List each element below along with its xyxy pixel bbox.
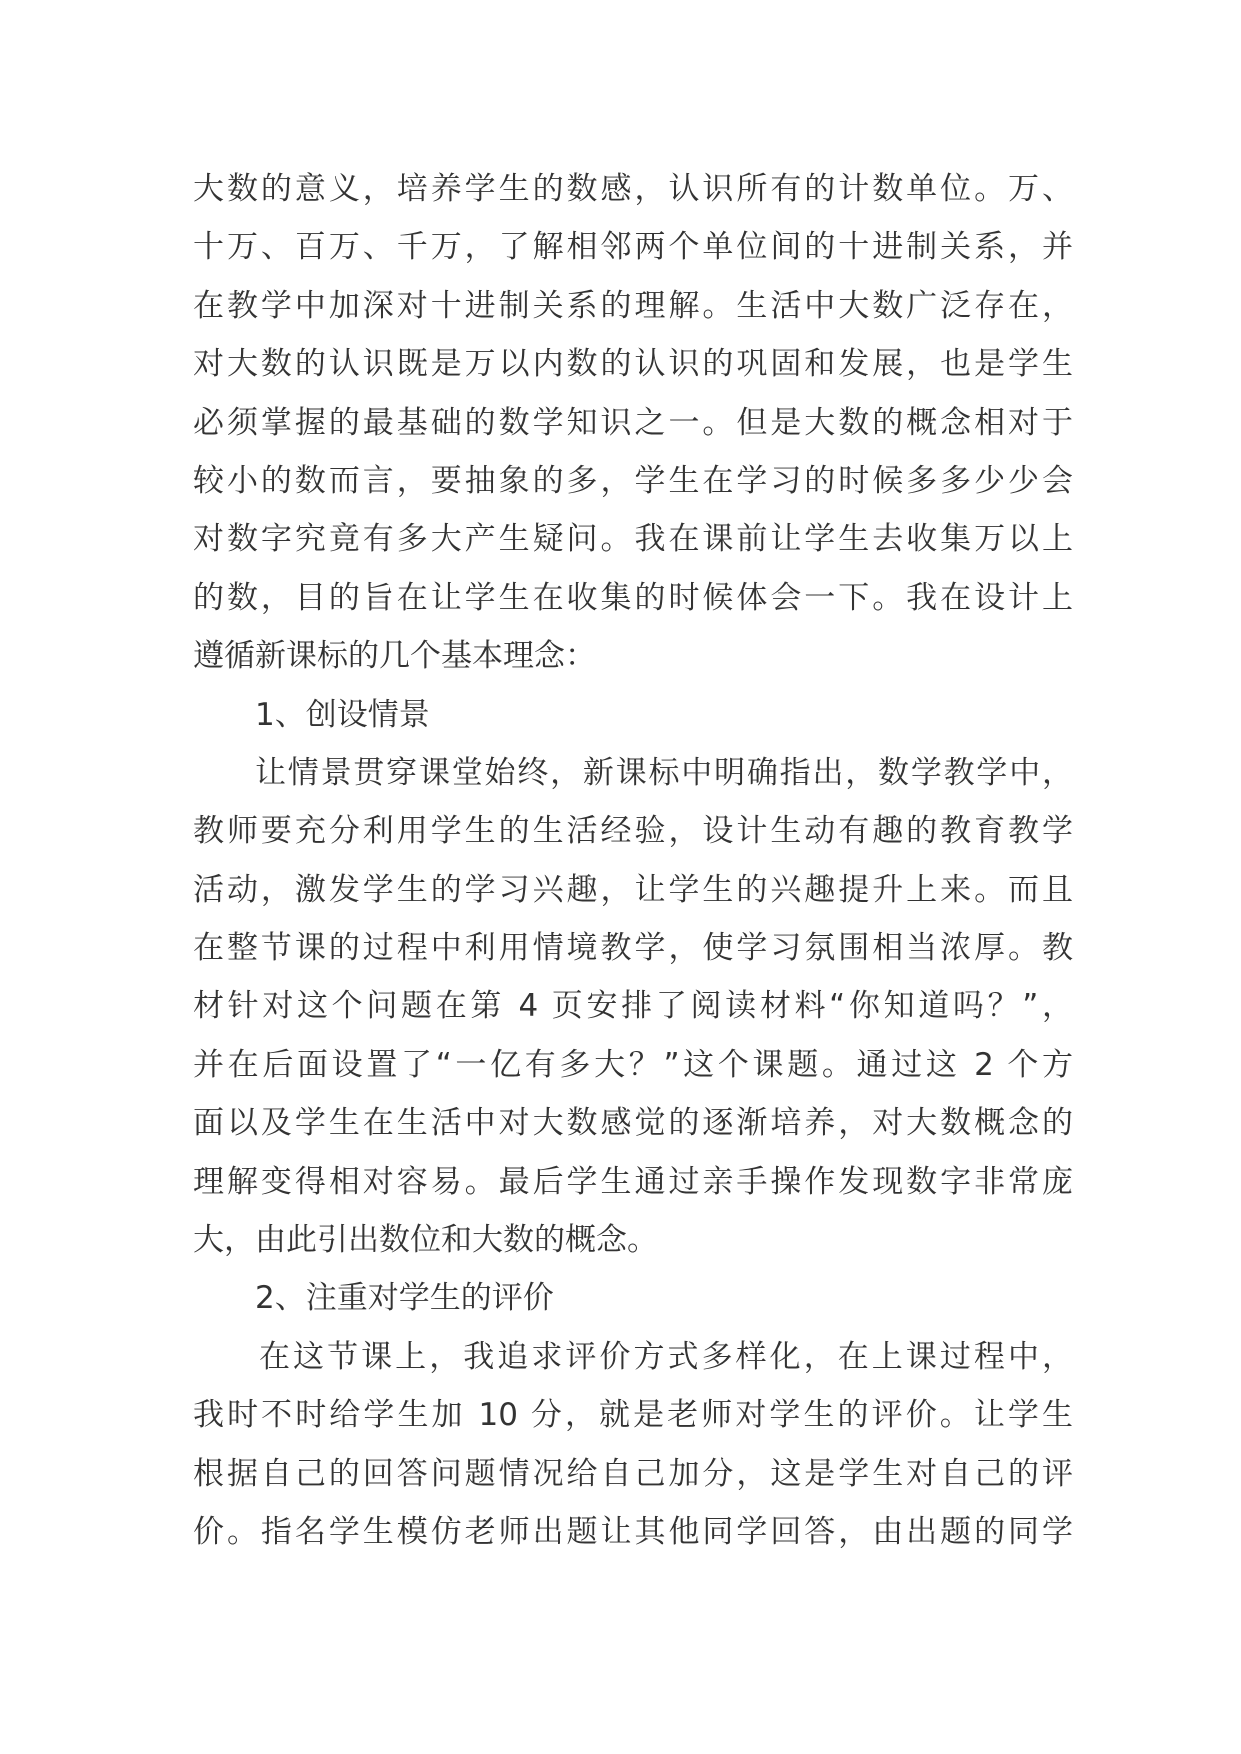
text-line: 我时不时给学生加 10 分，就是老师对学生的评价。让学生 bbox=[193, 1397, 1073, 1434]
text-line: 较小的数而言，要抽象的多，学生在学习的时候多多少少会 bbox=[193, 462, 1073, 499]
text-line: 遵循新课标的几个基本理念： bbox=[193, 638, 596, 675]
text-line: 材针对这个问题在第 4 页安排了阅读材料“你知道吗？”， bbox=[193, 988, 1073, 1025]
text-line: 必须掌握的最基础的数学知识之一。但是大数的概念相对于 bbox=[193, 404, 1073, 441]
text-line: 在整节课的过程中利用情境教学，使学习氛围相当浓厚。教 bbox=[193, 930, 1073, 967]
section-heading: 2、注重对学生的评价 bbox=[255, 1280, 554, 1317]
text-line: 在教学中加深对十进制关系的理解。生活中大数广泛存在， bbox=[193, 287, 1073, 324]
text-line: 活动，激发学生的学习兴趣，让学生的兴趣提升上来。而且 bbox=[193, 871, 1073, 908]
text-line: 的数，目的旨在让学生在收集的时候体会一下。我在设计上 bbox=[193, 579, 1073, 616]
text-line: 根据自己的回答问题情况给自己加分，这是学生对自己的评 bbox=[193, 1455, 1073, 1492]
text-line: 十万、百万、千万，了解相邻两个单位间的十进制关系，并 bbox=[193, 229, 1073, 266]
text-line: 在这节课上，我追求评价方式多样化，在上课过程中， bbox=[259, 1338, 1073, 1375]
section-heading: 1、创设情景 bbox=[255, 696, 430, 733]
text-line: 对数字究竟有多大产生疑问。我在课前让学生去收集万以上 bbox=[193, 521, 1073, 558]
text-line: 对大数的认识既是万以内数的认识的巩固和发展，也是学生 bbox=[193, 346, 1073, 383]
text-line: 理解变得相对容易。最后学生通过亲手操作发现数字非常庞 bbox=[193, 1163, 1073, 1200]
text-line: 大数的意义，培养学生的数感，认识所有的计数单位。万、 bbox=[193, 171, 1073, 207]
text-line: 面以及学生在生活中对大数感觉的逐渐培养，对大数概念的 bbox=[193, 1105, 1073, 1142]
text-line: 价。指名学生模仿老师出题让其他同学回答，由出题的同学 bbox=[193, 1513, 1073, 1550]
text-line: 让情景贯穿课堂始终，新课标中明确指出，数学教学中， bbox=[255, 754, 1073, 791]
text-line: 并在后面设置了“一亿有多大？”这个课题。通过这 2 个方 bbox=[193, 1046, 1073, 1083]
text-line: 大，由此引出数位和大数的概念。 bbox=[193, 1222, 658, 1259]
text-line: 教师要充分利用学生的生活经验，设计生动有趣的教育教学 bbox=[193, 813, 1073, 850]
document-body bbox=[193, 160, 1073, 1561]
